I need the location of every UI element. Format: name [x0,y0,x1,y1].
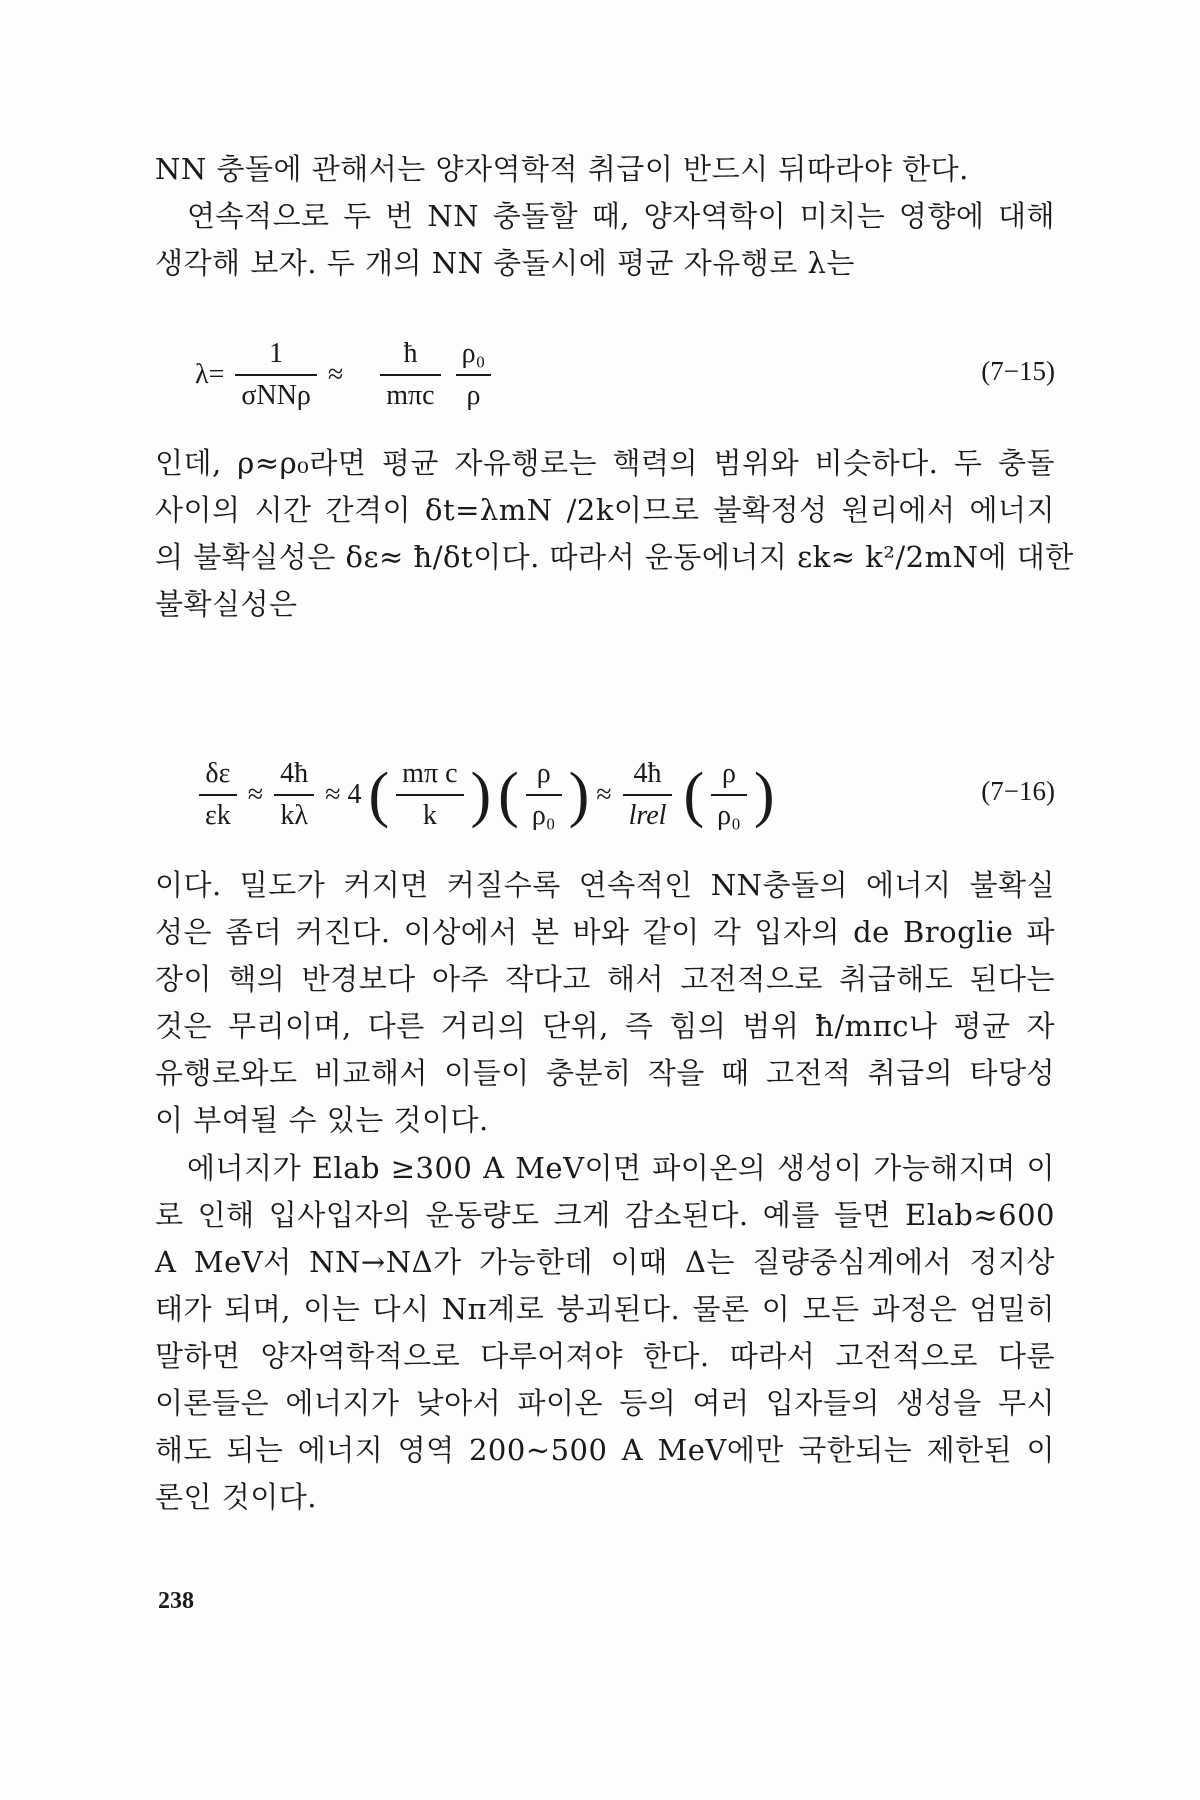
eq-lhs: λ= [195,359,225,390]
text-line: 연속적으로 두 번 NN 충돌할 때, 양자역학이 미치는 영향에 대해 [187,199,1055,233]
right-paren: ) [470,761,492,829]
fraction-numerator: ρ [711,758,747,796]
text-line: 의 불확실성은 δε≈ ħ/δt이다. 따라서 운동에너지 εk≈ k²/2mN에 대한 [155,540,1074,574]
text-line: 이 부여될 수 있는 것이다. [155,1103,489,1137]
text-line: 인데, ρ≈ρ₀라면 평균 자유행로는 핵력의 범위와 비슷하다. 두 충돌 [155,446,1055,480]
fraction-denominator: εk [205,800,231,831]
fraction [274,758,314,832]
text-line: 태가 되며, 이는 다시 Nπ계로 붕괴된다. 물론 이 모든 과정은 엄밀히 [155,1292,1055,1326]
fraction-denominator: σNNρ [241,380,311,411]
left-paren: ( [368,761,390,829]
fraction [396,758,463,832]
approx-symbol: ≈ [327,359,344,390]
text-line: NN 충돌에 관해서는 양자역학적 취급이 반드시 뒤따라야 한다. [155,152,969,186]
paragraph-5 [155,1145,1055,1521]
fraction-denominator: k [422,800,437,831]
fraction-denominator: kλ [280,800,308,831]
fraction [380,338,440,412]
text-line: A MeV서 NN→NΔ가 가능한데 이때 Δ는 질량중심계에서 정지상 [155,1245,1055,1279]
paragraph-4 [155,862,1055,1144]
page-number: 238 [158,1588,194,1614]
left-paren: ( [498,761,519,829]
fraction-denominator: ρ₀ [717,800,741,831]
fraction-numerator: mπ c [396,758,463,796]
fraction-numerator: ħ [380,338,440,376]
left-paren: ( [683,761,705,829]
text-line: 로 인해 입사입자의 운동량도 크게 감소된다. 예를 들면 Elab≈600 [155,1198,1055,1232]
right-paren: ) [753,761,775,829]
fraction [456,338,492,412]
approx-symbol: ≈ [596,779,612,810]
equation-7-16 [155,738,1055,848]
fraction-numerator: 4ħ [623,758,673,796]
text-line: 사이의 시간 간격이 δt=λmN ∕2k이므로 불확정성 원리에서 에너지 [155,493,1055,527]
equation-7-15 [155,318,1055,428]
text-line: 것은 무리이며, 다른 거리의 단위, 즉 힘의 범위 ħ/mπc나 평균 자 [155,1009,1055,1043]
text-line: 이론들은 에너지가 낮아서 파이온 등의 여러 입자들의 생성을 무시 [155,1386,1055,1420]
paragraph-2 [155,193,1055,287]
fraction-denominator: ρ₀ [531,800,556,831]
fraction-numerator: δε [199,758,237,796]
fraction [199,758,237,832]
text-line: 론인 것이다. [155,1480,318,1514]
approx-symbol: ≈ [247,779,264,810]
approx-symbol: ≈ [325,779,341,810]
text-line: 장이 핵의 반경보다 아주 작다고 해서 고전적으로 취급해도 된다는 [155,962,1055,996]
fraction-denominator: ρ [466,380,481,411]
fraction [526,758,562,832]
fraction-numerator: 1 [235,338,317,376]
fraction-denominator: lrel [628,800,667,831]
right-paren: ) [568,761,590,829]
text-line: 불확실성은 [155,587,298,621]
text-line: 해도 되는 에너지 영역 200∼500 A MeV에만 국한되는 제한된 이 [155,1433,1055,1467]
fraction [623,758,673,832]
text-line: 말하면 양자역학적으로 다루어져야 한다. 따라서 고전적으로 다룬 [155,1339,1055,1373]
fraction-denominator: mπc [386,380,435,411]
text-line: 에너지가 Elab ≥300 A MeV이면 파이온의 생성이 가능해지며 이 [187,1151,1055,1185]
text-line: 성은 좀더 커진다. 이상에서 본 바와 같이 각 입자의 de Broglie 파 [155,915,1055,949]
coefficient: 4 [347,779,362,810]
text-line: 생각해 보자. 두 개의 NN 충돌시에 평균 자유행로 λ는 [155,246,855,280]
fraction-numerator: 4ħ [274,758,314,796]
paragraph-3 [155,440,1074,628]
fraction [235,338,317,412]
paragraph-1 [155,146,1055,193]
equation-number: (7−16) [981,776,1055,806]
text-line: 이다. 밀도가 커지면 커질수록 연속적인 NN충돌의 에너지 불확실 [155,868,1055,902]
fraction [711,758,747,832]
fraction-numerator: ρ [526,758,562,796]
text-line: 유행로와도 비교해서 이들이 충분히 작을 때 고전적 취급의 타당성 [155,1056,1055,1090]
fraction-numerator: ρ₀ [456,338,492,376]
equation-number: (7−15) [981,356,1055,386]
